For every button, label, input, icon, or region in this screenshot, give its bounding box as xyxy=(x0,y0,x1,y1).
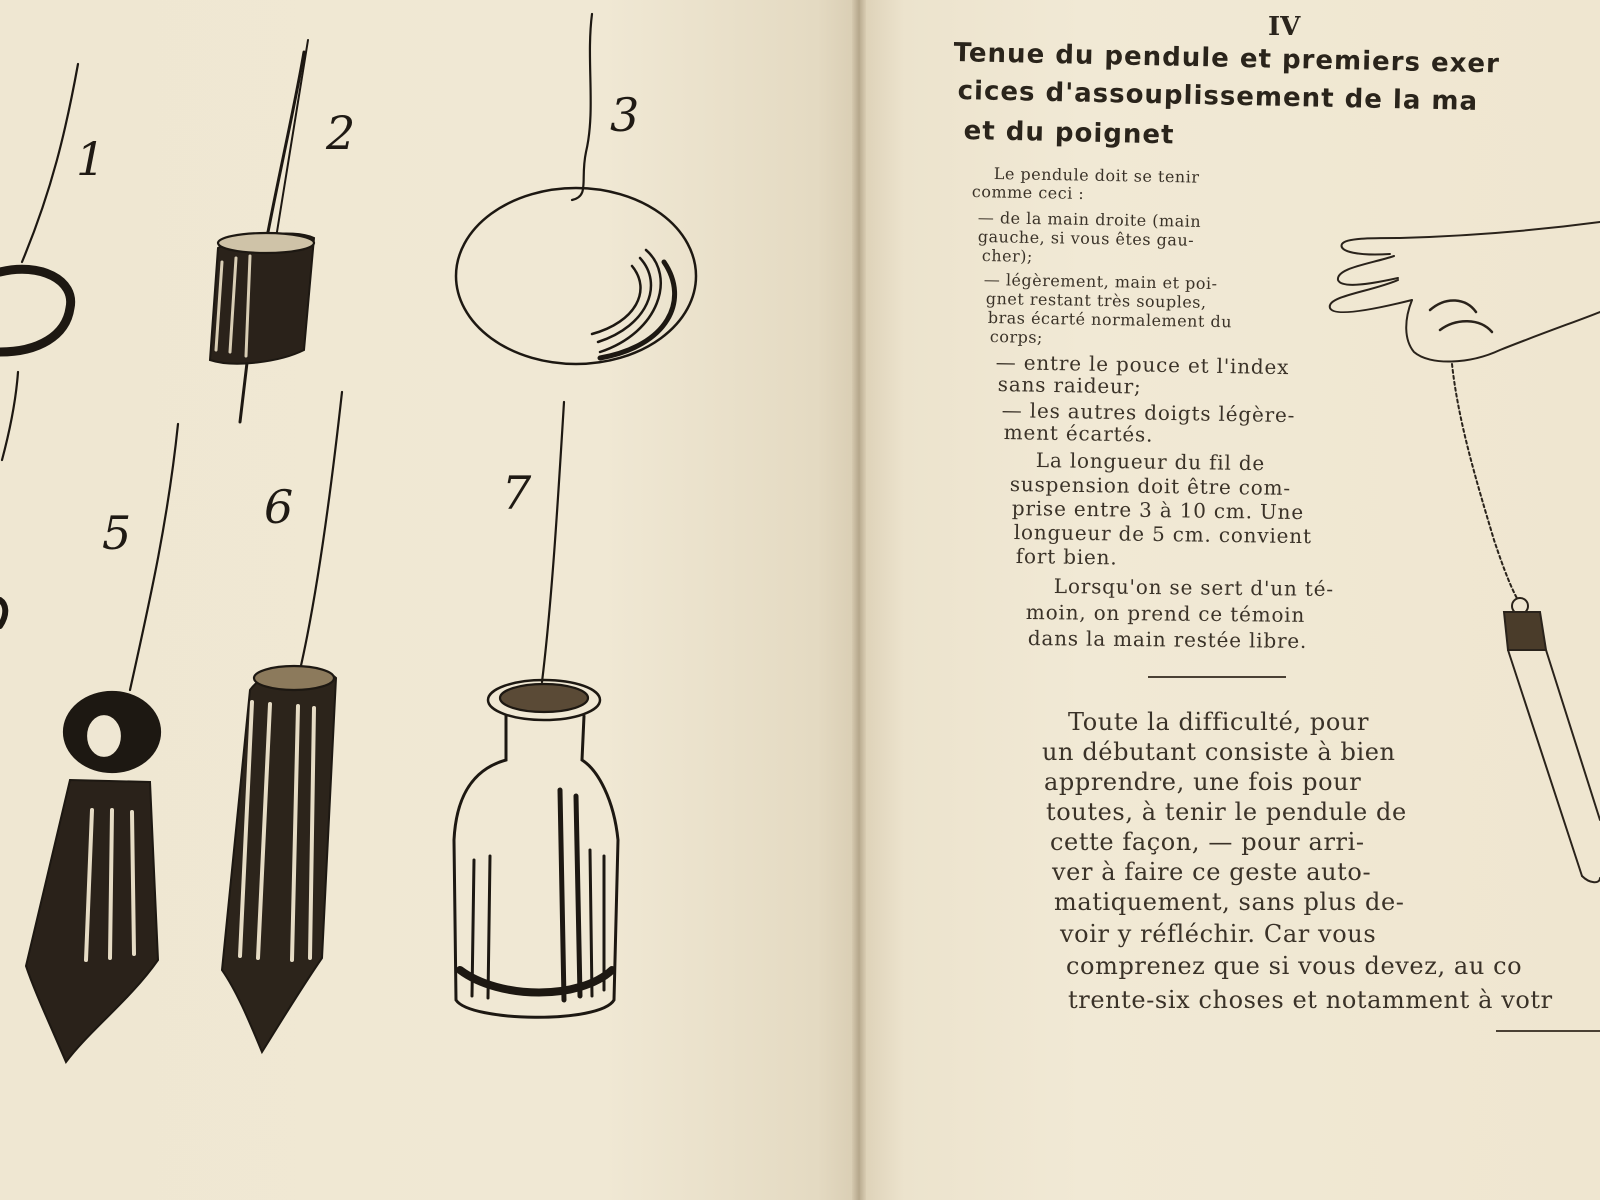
length-line-5: fort bien. xyxy=(1015,544,1118,570)
chapter-title-line-1: Tenue du pendule et premiers exer xyxy=(953,38,1501,80)
list-line-5: gnet restant très souples, xyxy=(985,289,1207,312)
pendulum-2-cork xyxy=(210,233,314,364)
chapter-number: IV xyxy=(1268,12,1301,42)
list-line-4: — légèrement, main et poi- xyxy=(983,270,1218,294)
figure-label-2: 2 xyxy=(326,106,356,160)
difficulty-line-5: cette façon, — pour arri- xyxy=(1050,828,1365,856)
hand-middle-finger xyxy=(1338,256,1398,285)
hand-index-finger xyxy=(1342,222,1600,255)
pendulum-1-string xyxy=(22,64,78,262)
list-line-1: — de la main droite (main xyxy=(977,208,1202,231)
pendulum-3-string xyxy=(572,14,592,200)
pendulum-3-ball xyxy=(456,188,696,364)
witness-line-2: moin, on prend ce témoin xyxy=(1025,600,1306,627)
difficulty-line-1: Toute la difficulté, pour xyxy=(1068,708,1370,736)
pendulum-4-string xyxy=(2,372,18,460)
list-line-11: ment écartés. xyxy=(1003,420,1154,447)
pendulum-4-bob xyxy=(0,600,5,626)
difficulty-line-10: trente-six choses et notamment à votr xyxy=(1068,986,1553,1014)
pendulum-cap xyxy=(1504,612,1546,650)
length-line-4: longueur de 5 cm. convient xyxy=(1013,520,1312,549)
figure-label-5: 5 xyxy=(102,506,132,560)
pendulum-2-thread xyxy=(276,40,308,238)
section-divider xyxy=(1148,676,1286,678)
intro-line-2: comme ceci : xyxy=(971,182,1085,203)
list-line-3: cher); xyxy=(981,246,1034,266)
pendulum-2-needle xyxy=(258,52,304,248)
figure-label-1: 1 xyxy=(76,132,106,186)
pendulum-6-string xyxy=(300,392,342,670)
list-line-10: — les autres doigts légère- xyxy=(1001,398,1296,428)
witness-line-3: dans la main restée libre. xyxy=(1027,626,1308,653)
length-line-1: La longueur du fil de xyxy=(1035,448,1266,476)
difficulty-line-9: comprenez que si vous devez, au co xyxy=(1066,952,1523,980)
chapter-title-line-3: et du poignet xyxy=(963,116,1175,151)
hand-palm xyxy=(1406,300,1600,362)
difficulty-line-2: un débutant consiste à bien xyxy=(1042,738,1396,766)
chapter-title-line-2: cices d'assouplissement de la ma xyxy=(957,76,1479,117)
list-line-7: corps; xyxy=(989,327,1044,347)
list-line-6: bras écarté normalement du xyxy=(987,308,1233,332)
list-line-2: gauche, si vous êtes gau- xyxy=(977,227,1195,250)
pendulum-5-bob xyxy=(26,692,160,1062)
figure-label-3: 3 xyxy=(610,88,640,142)
difficulty-line-7: matiquement, sans plus de- xyxy=(1054,888,1405,916)
pendulum-7-bottle xyxy=(454,680,618,1017)
pendulum-5-string xyxy=(130,424,178,690)
hand-thumb xyxy=(1330,280,1412,312)
pendulum-7-string xyxy=(542,402,564,682)
length-line-2: suspension doit être com- xyxy=(1009,472,1292,500)
list-line-8: — entre le pouce et l'index xyxy=(995,350,1290,380)
pendulum-chain xyxy=(1452,364,1518,600)
list-line-9: sans raideur; xyxy=(997,372,1142,399)
pendulum-6-bob xyxy=(222,666,336,1052)
figure-label-7: 7 xyxy=(502,466,532,520)
difficulty-line-3: apprendre, une fois pour xyxy=(1044,768,1362,796)
difficulty-line-4: toutes, à tenir le pendule de xyxy=(1046,798,1407,826)
difficulty-line-8: voir y réfléchir. Car vous xyxy=(1060,920,1377,948)
intro-line-1: Le pendule doit se tenir xyxy=(993,164,1200,187)
pendulum-tube xyxy=(1508,650,1600,876)
hand-illustration xyxy=(1330,222,1600,882)
figure-label-6: 6 xyxy=(264,480,294,534)
length-line-3: prise entre 3 à 10 cm. Une xyxy=(1011,496,1305,525)
witness-line-1: Lorsqu'on se sert d'un té- xyxy=(1053,574,1334,601)
difficulty-line-6: ver à faire ce geste auto- xyxy=(1052,858,1372,886)
bottom-divider xyxy=(1496,1030,1600,1032)
pendulum-1-ring xyxy=(0,269,71,352)
